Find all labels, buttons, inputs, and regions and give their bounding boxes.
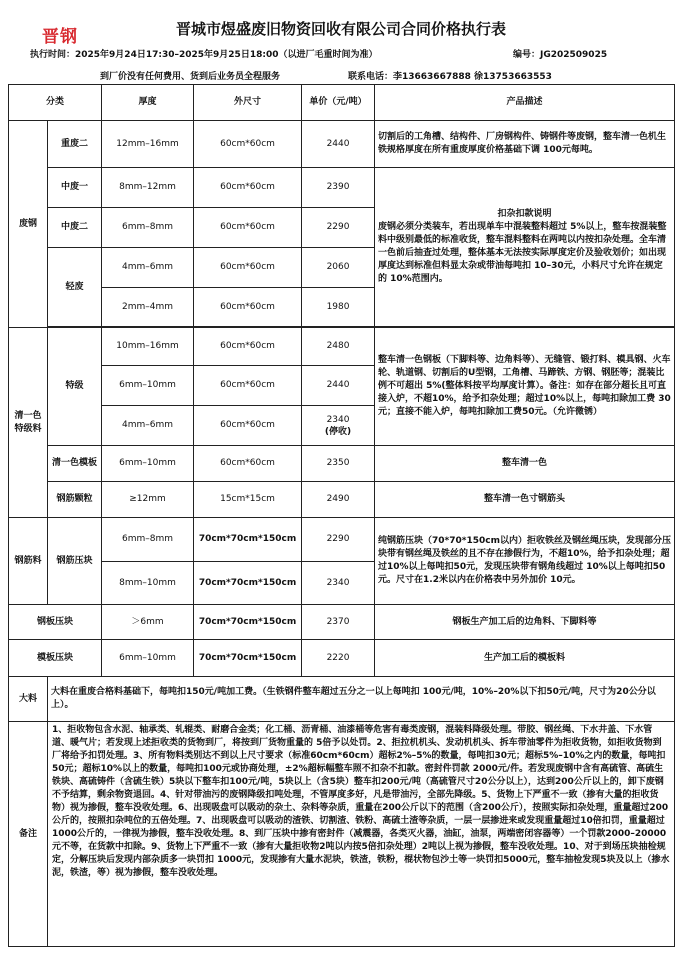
description-cell: 大料在重废合格料基础下，每吨扣150元/吨加工费。（生铁钢件整车超过五分之一以上每吨扣 100元/吨，10%–20%以下扣50元/吨，尺寸为20公分以上）。: [48, 677, 675, 722]
size-cell: 60cm*60cm: [194, 208, 302, 248]
price-note: (停收): [324, 426, 352, 437]
table-row: [9, 722, 675, 947]
sub-category: 钢筋颗粒: [48, 482, 102, 518]
category-tese: 清一色特级料: [9, 328, 48, 518]
thickness-cell: 8mm–10mm: [102, 562, 194, 605]
category-gangban: 钢板压块: [9, 605, 102, 640]
contact-phone: 联系电话：李13663667888 徐13753663553: [348, 72, 552, 82]
service-note: 到厂价没有任何费用、货到后业务员全程服务: [100, 72, 281, 82]
header-description: 产品描述: [375, 85, 675, 121]
size-cell: 70cm*70cm*150cm: [194, 605, 302, 640]
header-price: 单价（元/吨）: [302, 85, 375, 121]
description-cell: 纯钢筋压块（70*70*150cm以内）拒收铁丝及钢丝绳压块，发现部分压块带有钢丝绳及铁丝的且不存在掺假行为，不超10%，给予扣杂处理；超过10%以上每吨扣50元，发现压块带有钢角线超过 10%以上每吨扣50元。尺寸在1.2米以内在价格表中另外加价 10元。: [375, 518, 675, 605]
deduction-description: [375, 168, 675, 327]
thickness-cell: 10mm–16mm: [102, 328, 194, 366]
size-cell: 15cm*15cm: [194, 482, 302, 518]
price-cell: 2290: [302, 518, 375, 562]
price-cell: 2340: [302, 562, 375, 605]
table-row: [9, 605, 675, 640]
thickness-cell: ＞6mm: [102, 605, 194, 640]
execution-time: 执行时间：2025年9月24日17:30–2025年9月25日18:00（以进厂毛重时间为准）: [30, 50, 378, 60]
table-row: [9, 640, 675, 677]
thickness-cell: 6mm–10mm: [102, 366, 194, 406]
price-value: 2340: [326, 414, 350, 425]
size-cell: 70cm*70cm*150cm: [194, 562, 302, 605]
description-cell: 钢板生产加工后的边角料、下脚料等: [375, 605, 675, 640]
thickness-cell: 8mm–12mm: [102, 168, 194, 208]
price-table: [8, 84, 675, 947]
size-cell: 60cm*60cm: [194, 406, 302, 446]
header-category: 分类: [9, 85, 102, 121]
price-cell: 2440: [302, 366, 375, 406]
price-cell: 2390: [302, 168, 375, 208]
category-daliao: 大料: [9, 677, 48, 722]
size-cell: 60cm*60cm: [194, 248, 302, 288]
table-row: [9, 482, 675, 518]
price-cell: 2370: [302, 605, 375, 640]
header-size: 外尺寸: [194, 85, 302, 121]
table-row: [9, 328, 675, 366]
price-cell: 2290: [302, 208, 375, 248]
category-muban: 模板压块: [9, 640, 102, 677]
sub-category: 重废二: [48, 121, 102, 168]
size-cell: 60cm*60cm: [194, 446, 302, 482]
table-header: [9, 85, 675, 121]
table-row: [9, 446, 675, 482]
thickness-cell: 2mm–4mm: [102, 288, 194, 327]
thickness-cell: 6mm–10mm: [102, 446, 194, 482]
thickness-cell: 6mm–8mm: [102, 208, 194, 248]
price-cell: 2060: [302, 248, 375, 288]
category-feigang: 废钢: [9, 121, 48, 328]
size-cell: 60cm*60cm: [194, 168, 302, 208]
price-cell: 2350: [302, 446, 375, 482]
description-cell: 整车清一色钢板（下脚料等、边角料等）、无缝管、锻打料、模具钢、火车轮、轨道钢、切割后的U型钢，工角槽、马蹄铁、方钢、钢胚等；混装比例不可超出 5%(整体料按平均厚度计算）。备注：如存在部分超长且可直接入炉，不超10%，给予扣杂处理；超过10%以上，每吨扣除加工费 30元；直接不能入炉，每吨扣除加工费50元。（允许微锈）: [375, 328, 675, 446]
table-row: [9, 168, 675, 208]
deduction-text: 废钢必须分类装车，若出现单车中混装整料超过 5%以上，整车按混装整料中级别最低的标准收货，整车混料整料在两吨以内按扣杂处理。全车清一色前后抽查过处理，整体基本无法按实际厚度定价及验收划价；如出现厚度达到标准但料显太杂或带油每吨扣 10–30元，小料尺寸允许在规定的 10%范围内。: [378, 222, 667, 284]
price-cell: [302, 406, 375, 446]
header-thickness: 厚度: [102, 85, 194, 121]
thickness-cell: 4mm–6mm: [102, 406, 194, 446]
size-cell: 70cm*70cm*150cm: [194, 640, 302, 677]
table-row: [9, 677, 675, 722]
description-cell: 整车清一色: [375, 446, 675, 482]
size-cell: 70cm*70cm*150cm: [194, 518, 302, 562]
table-row: [9, 518, 675, 562]
deduction-title: 扣杂扣款说明: [497, 209, 552, 219]
sub-category: 中废一: [48, 168, 102, 208]
remarks-text: 1、拒收物包含水泥、轴承类、轧辊类、耐磨合金类；化工桶、沥青桶、油漆桶等危害有毒类废钢，混装料降级处理。带胶、钢丝绳、下水井盖、下水管道、暖气片；若发现上述拒收类的货物到厂，将按到厂货物重量的 5倍予以处罚。2、拒拉机机头、发动机机头、拆车带油零件为拒收货物，如拒收货物到厂将给予扣罚处理。3、所有物料类别达不到以上尺寸要求（标准60cm*60cm）超标2%–5%的数量，每吨扣30元；超标5%–10%之内的数量，每吨扣50元；超标10%以上的数量，每吨扣100元或协商处理，±2%超标幅整车照不扣杂不扣款。密封件罚款 2000元/件。若发现废钢中含有高硫管、高硫生铁块、高硫铸件（含硫生铁）5块以下整车扣100元/吨，5块以上（含5块）整车扣200元/吨（高硫管尺寸20公分以上），达到200公斤以上的，卸下废钢不予结算，剩余物资退回。4、针对带油污的废钢降级扣吨处理，不管厚度多好，凡是带油污，全部先降级。5、货物上下严重不一致（掺有大量的拒收货物）视为掺假，整车没收处理。6、出现吸盘可以吸动的杂土、杂料等杂质，重量在200公斤以下的范围（含200公斤），按照实际扣杂处理，重量超过200公斤的，按照扣杂吨位的五倍处理。7、出现吸盘可以吸动的渣铁、切割渣、铁粉、高硫土渣等杂质，一层一层掺进来或发现重量超过10倍扣罚，重量超过1000公斤的，一律视为掺假，整车没收处理。8、到厂压块中掺有密封件（减震器，各类灭火器，油缸，油泵，两端密闭容器等）一个罚款2000–20000元不等，在货款中扣除。9、货物上下严重不一致（掺有大量拒收物2吨以内按5倍扣杂处理）2吨以上视为掺假，整车没收处理。10、对于到场压块抽检规定，分解压块后发现内部杂质多一块罚扣 1000元，发现掺有大量水泥块，铁渣，铁粉，棍状物包沙土等一块罚扣5000元，整车抽检发现5块及以上（掺水泥，铁渣，等）视为掺假，整车没收处理。: [48, 722, 675, 947]
thickness-cell: 6mm–10mm: [102, 640, 194, 677]
thickness-cell: 12mm–16mm: [102, 121, 194, 168]
document-title: 晋城市煜盛废旧物资回收有限公司合同价格执行表: [175, 20, 506, 38]
description-cell: 整车清一色寸钢筋头: [375, 482, 675, 518]
sub-category: 中废二: [48, 208, 102, 248]
sub-category: 清一色模板: [48, 446, 102, 482]
size-cell: 60cm*60cm: [194, 366, 302, 406]
sub-category: 钢筋压块: [48, 518, 102, 605]
remarks-label: 备注: [9, 722, 48, 947]
price-cell: 2490: [302, 482, 375, 518]
size-cell: 60cm*60cm: [194, 288, 302, 327]
price-cell: 2220: [302, 640, 375, 677]
company-logo: 晋钢: [42, 27, 78, 47]
thickness-cell: ≥12mm: [102, 482, 194, 518]
thickness-cell: 6mm–8mm: [102, 518, 194, 562]
price-cell: 2440: [302, 121, 375, 168]
table-row: [9, 121, 675, 168]
description-cell: 切割后的工角槽、结构件、厂房钢构件、铸钢件等废钢，整车清一色机生铁规格厚度在所有重废厚度价格基础下调 100元每吨。: [375, 121, 675, 168]
size-cell: 60cm*60cm: [194, 121, 302, 168]
size-cell: 60cm*60cm: [194, 328, 302, 366]
price-cell: 2480: [302, 328, 375, 366]
thickness-cell: 4mm–6mm: [102, 248, 194, 288]
description-cell: 生产加工后的模板料: [375, 640, 675, 677]
category-gangjin: 钢筋料: [9, 518, 48, 605]
sub-category: 特级: [48, 328, 102, 446]
price-cell: 1980: [302, 288, 375, 327]
serial-number: 编号：JG202509025: [513, 50, 608, 60]
sub-category: 轻废: [48, 248, 102, 327]
